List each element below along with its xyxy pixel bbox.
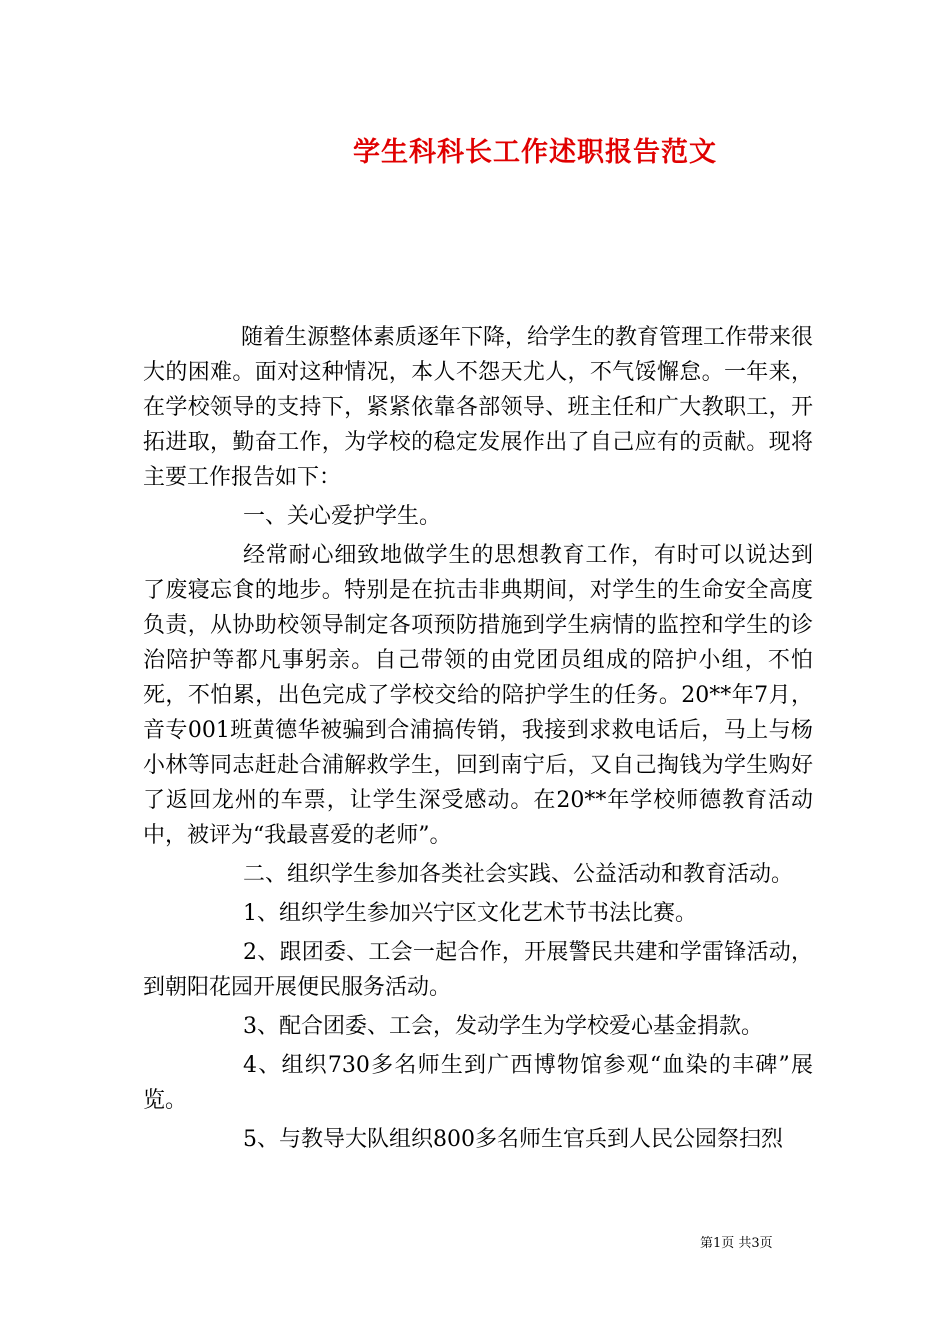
paragraph-care-students: 经常耐心细致地做学生的思想教育工作，有时可以说达到了废寝忘食的地步。特别是在抗击非典期间，对学生的生命安全高度负责，从协助校领导制定各项预防措施到学生病情的监控和学生的诊治陪护等都凡事躬亲。自己带领的由党团员组成的陪护小组，不怕死，不怕累，出色完成了学校交给的陪护学生的任务。20**年7月，音专001班黄德华被骗到合浦搞传销，我接到求救电话后，马上与杨小林等同志赶赴合浦解救学生，回到南宁后，又自己掏钱为学生购好了返回龙州的车票，让学生深受感动。在20**年学校师德教育活动中，被评为“我最喜爱的老师”。 <box>143 543 813 848</box>
document-body <box>143 320 813 1157</box>
document-title: 学生科科长工作述职报告范文 <box>353 137 717 168</box>
list-item-1: 1、组织学生参加兴宁区文化艺术节书法比赛。 <box>243 901 697 926</box>
list-item-5: 5、与教导大队组织800多名师生官兵到人民公园祭扫烈 <box>243 1127 783 1152</box>
list-item-2: 2、跟团委、工会一起合作，开展警民共建和学雷锋活动，到朝阳花园开展便民服务活动。 <box>143 940 813 1000</box>
list-item-4: 4、组织730多名师生到广西博物馆参观“血染的丰碑”展览。 <box>143 1053 813 1113</box>
section-heading-2: 二、组织学生参加各类社会实践、公益活动和教育活动。 <box>243 862 794 887</box>
section-heading-1: 一、关心爱护学生。 <box>243 504 442 529</box>
paragraph-intro: 随着生源整体素质逐年下降，给学生的教育管理工作带来很大的困难。面对这种情况，本人不怨天尤人，不气馁懈怠。一年来，在学校领导的支持下，紧紧依靠各部领导、班主任和广大教职工，开拓进取，勤奋工作，为学校的稳定发展作出了自己应有的贡献。现将主要工作报告如下： <box>143 325 814 490</box>
page-footer: 第1页 共3页 <box>700 1236 773 1251</box>
list-item-3: 3、配合团委、工会，发动学生为学校爱心基金捐款。 <box>243 1014 763 1039</box>
